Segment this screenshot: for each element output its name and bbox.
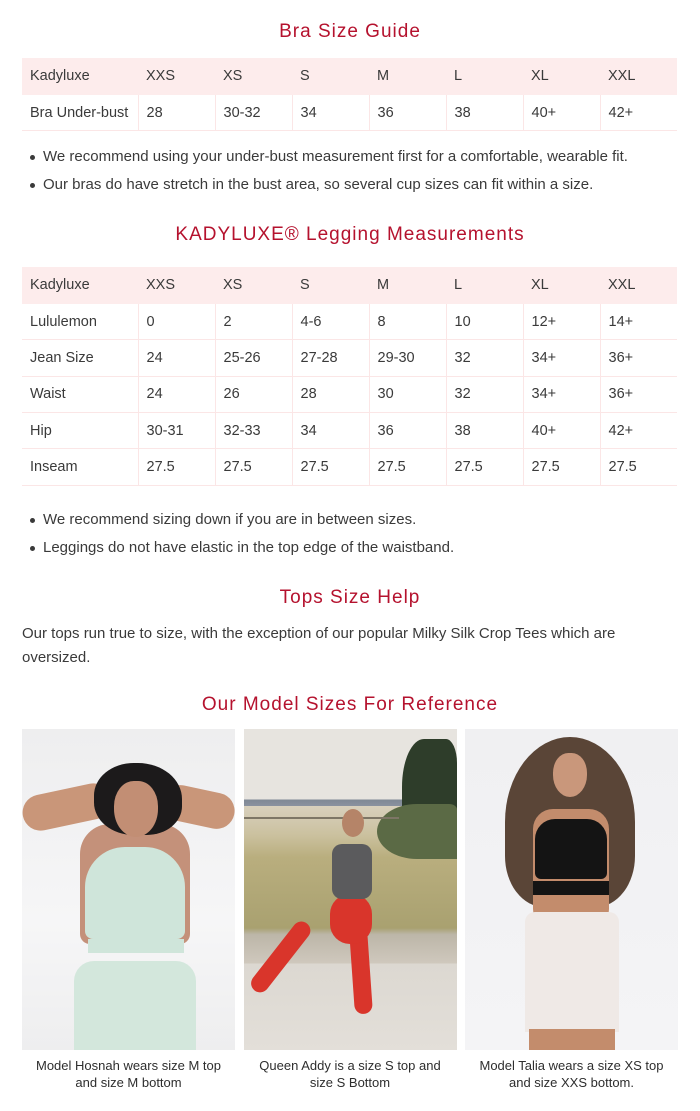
- table-cell: 32: [446, 340, 523, 376]
- row-label: Waist: [22, 376, 138, 412]
- header-cell: XS: [215, 58, 292, 94]
- model-card-hosnah: [22, 729, 235, 1091]
- table-cell: 0: [138, 303, 215, 339]
- model-caption: Model Hosnah wears size M top and size M bottom: [36, 1058, 221, 1090]
- row-label: Hip: [22, 413, 138, 449]
- header-cell: S: [292, 267, 369, 303]
- table-cell: 36: [369, 94, 446, 130]
- table-cell: 29-30: [369, 340, 446, 376]
- table-cell: 14+: [600, 303, 677, 339]
- table-cell: 8: [369, 303, 446, 339]
- table-cell: 42+: [600, 413, 677, 449]
- table-cell: 4-6: [292, 303, 369, 339]
- table-cell: 27.5: [523, 449, 600, 485]
- header-cell: L: [446, 58, 523, 94]
- table-cell: 10: [446, 303, 523, 339]
- header-cell: XXS: [138, 267, 215, 303]
- header-cell: S: [292, 58, 369, 94]
- bra-size-guide-heading: Bra Size Guide: [279, 21, 421, 42]
- table-cell: 12+: [523, 303, 600, 339]
- table-row: [22, 376, 677, 412]
- table-cell: 32-33: [215, 413, 292, 449]
- table-cell: 27.5: [138, 449, 215, 485]
- table-cell: 34: [292, 413, 369, 449]
- header-cell: M: [369, 267, 446, 303]
- table-cell: 30-32: [215, 94, 292, 130]
- table-cell: 2: [215, 303, 292, 339]
- model-card-talia: [465, 729, 678, 1091]
- table-cell: 27.5: [446, 449, 523, 485]
- table-cell: 30-31: [138, 413, 215, 449]
- table-row: [22, 413, 677, 449]
- table-cell: 40+: [523, 413, 600, 449]
- model-caption: Queen Addy is a size S top and size S Bottom: [259, 1058, 441, 1090]
- header-cell: Kadyluxe: [22, 267, 138, 303]
- table-cell: 34+: [523, 376, 600, 412]
- bra-notes-list: [30, 146, 628, 202]
- table-cell: 24: [138, 376, 215, 412]
- tops-size-help-text: Our tops run true to size, with the exception of our popular Milky Silk Crop Tees which are oversized.: [22, 625, 616, 666]
- table-row: [22, 94, 677, 130]
- header-cell: M: [369, 58, 446, 94]
- table-cell: 40+: [523, 94, 600, 130]
- table-cell: 27.5: [215, 449, 292, 485]
- header-cell: XXL: [600, 267, 677, 303]
- table-cell: 34+: [523, 340, 600, 376]
- table-cell: 27.5: [600, 449, 677, 485]
- table-cell: 30: [369, 376, 446, 412]
- row-label: Inseam: [22, 449, 138, 485]
- tops-size-help-heading: Tops Size Help: [279, 587, 421, 608]
- table-cell: 28: [292, 376, 369, 412]
- table-header-row: [22, 58, 677, 94]
- table-row: [22, 449, 677, 485]
- table-row: [22, 340, 677, 376]
- table-cell: 25-26: [215, 340, 292, 376]
- row-label: Bra Under-bust: [22, 94, 138, 130]
- table-header-row: [22, 267, 677, 303]
- model-gallery: [22, 729, 678, 1091]
- table-cell: 34: [292, 94, 369, 130]
- bra-note: Our bras do have stretch in the bust area, so several cup sizes can fit within a size.: [30, 174, 628, 202]
- legging-notes-list: [30, 509, 454, 565]
- model-hosnah-photo: [22, 729, 235, 1050]
- header-cell: L: [446, 267, 523, 303]
- table-cell: 36+: [600, 376, 677, 412]
- table-cell: 24: [138, 340, 215, 376]
- table-cell: 27.5: [369, 449, 446, 485]
- legging-note: Leggings do not have elastic in the top edge of the waistband.: [30, 537, 454, 565]
- header-cell: XS: [215, 267, 292, 303]
- legging-size-table: [22, 267, 677, 486]
- bra-size-table: [22, 58, 677, 131]
- legging-note: We recommend sizing down if you are in between sizes.: [30, 509, 454, 537]
- table-cell: 38: [446, 94, 523, 130]
- header-cell: XL: [523, 58, 600, 94]
- model-addy-photo: [244, 729, 457, 1050]
- header-cell: Kadyluxe: [22, 58, 138, 94]
- table-cell: 36+: [600, 340, 677, 376]
- model-talia-photo: [465, 729, 678, 1050]
- table-cell: 27-28: [292, 340, 369, 376]
- model-card-addy: [244, 729, 457, 1091]
- table-cell: 38: [446, 413, 523, 449]
- row-label: Lululemon: [22, 303, 138, 339]
- table-cell: 28: [138, 94, 215, 130]
- table-cell: 42+: [600, 94, 677, 130]
- header-cell: XXS: [138, 58, 215, 94]
- header-cell: XL: [523, 267, 600, 303]
- table-cell: 27.5: [292, 449, 369, 485]
- header-cell: XXL: [600, 58, 677, 94]
- table-row: [22, 303, 677, 339]
- model-sizes-heading: Our Model Sizes For Reference: [201, 694, 499, 715]
- table-cell: 26: [215, 376, 292, 412]
- table-cell: 32: [446, 376, 523, 412]
- row-label: Jean Size: [22, 340, 138, 376]
- bra-note: We recommend using your under-bust measurement first for a comfortable, wearable fit.: [30, 146, 628, 174]
- legging-measurements-heading: KADYLUXE® Legging Measurements: [175, 224, 525, 245]
- model-caption: Model Talia wears a size XS top and size XXS bottom.: [479, 1058, 664, 1090]
- table-cell: 36: [369, 413, 446, 449]
